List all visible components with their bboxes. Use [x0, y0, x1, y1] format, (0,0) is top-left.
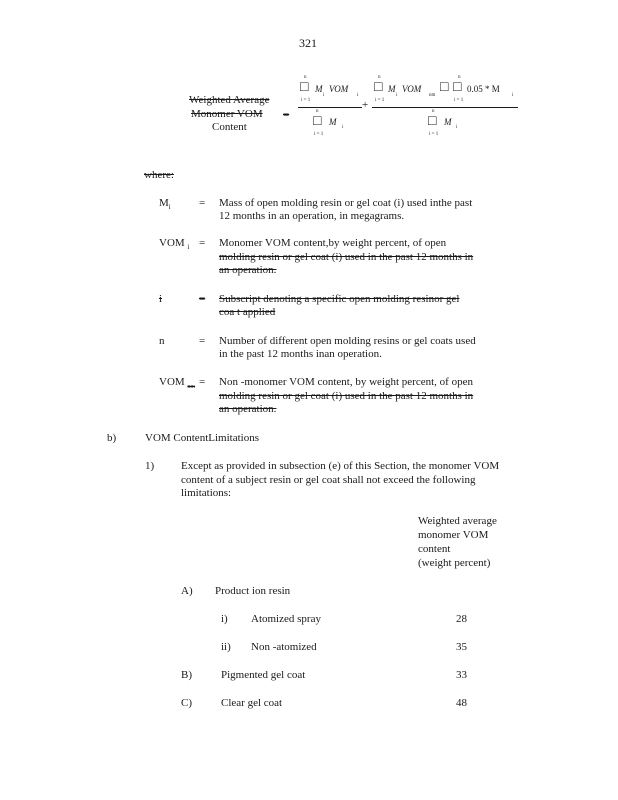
limit-value: 48: [456, 697, 467, 709]
definition-text-line: Mass of open molding resin or gel coat (i) used inthe past: [219, 197, 473, 209]
section-title: VOM ContentLimitations: [145, 432, 259, 444]
column-header-line: Weighted average: [418, 515, 497, 527]
definition-text-line: in the past 12 months inan operation.: [219, 348, 382, 360]
definition-term: [159, 237, 189, 251]
definition-text-line: an operation.: [219, 403, 277, 415]
definition-equals: =: [199, 376, 206, 388]
definition-text-line: 12 months in an operation, in megagrams.: [219, 210, 405, 222]
definition-text-line: molding resin or gel coat (i) used in the past 12 months in: [219, 251, 474, 263]
term2-constant: 0.05 * M: [467, 84, 500, 94]
limit-label: A): [181, 585, 193, 597]
term1-num-bottom-index: i = 1: [301, 98, 311, 103]
sum-icon: □: [300, 80, 309, 95]
term1-num-VOM: VOM: [329, 84, 349, 94]
term2-den-top-index: n: [432, 109, 435, 114]
formula-lhs-line3: Content: [212, 121, 247, 133]
formula-lhs-line1: Weighted Average: [189, 94, 270, 106]
definition-term-text: M: [159, 197, 169, 209]
term1-fraction-bar: [298, 107, 362, 108]
term2-num-bottom-index: i = 1: [375, 98, 385, 103]
definition-term: i: [159, 293, 163, 305]
definition-text-line: coa t applied: [219, 306, 276, 318]
item-text-line: Except as provided in subsection (e) of this Section, the monomer VOM: [181, 460, 500, 472]
item-text-line: limitations:: [181, 487, 232, 499]
term2-den-bottom-index: i = 1: [429, 132, 439, 137]
definition-term-text: VOM: [159, 376, 185, 388]
limit-label: C): [181, 697, 192, 709]
column-header-line: (weight percent): [418, 557, 491, 569]
term2-den-M: M: [444, 117, 452, 127]
term1-num-top-index: n: [304, 75, 307, 80]
definition-text-line: molding resin or gel coat (i) used in the past 12 months in: [219, 390, 474, 402]
term1-den-bottom-index: i = 1: [314, 132, 324, 137]
page-number: 321: [299, 36, 317, 50]
limit-name: Clear gel coat: [221, 697, 283, 709]
term1-den-M-sub: i: [342, 125, 344, 130]
definition-term-text: VOM: [159, 237, 185, 249]
sum-icon: □: [428, 114, 437, 129]
item-text-line: content of a subject resin or gel coat shall not exceed the following: [181, 474, 476, 486]
definition-equals: =: [199, 197, 206, 209]
limit-value: 35: [456, 641, 467, 653]
where-label: where:: [144, 169, 174, 181]
term2-fraction-bar: [372, 107, 518, 108]
term1-num-M-sub: i: [323, 93, 325, 98]
term2-den-M-sub: i: [456, 125, 458, 130]
definition-text-line: Monomer VOM content,by weight percent, of open: [219, 237, 447, 249]
definition-term-sub: i: [187, 243, 190, 252]
definition-term: [159, 376, 195, 390]
definition-text-line: Subscript denoting a specific open molding resinor gel: [219, 293, 460, 305]
term2-num-top-index: n: [378, 75, 381, 80]
definition-text-line: an operation.: [219, 264, 277, 276]
definition-term-sub: i: [168, 203, 171, 212]
item-label: 1): [145, 460, 155, 472]
section-label: b): [107, 432, 117, 444]
limit-label: i): [221, 613, 228, 625]
sum-icon: □: [453, 80, 462, 95]
definition-term: [159, 197, 171, 211]
term2-num-M-sub: i: [396, 93, 398, 98]
limit-value: 33: [456, 669, 467, 681]
term1-den-top-index: n: [316, 109, 319, 114]
definition-equals: =: [199, 293, 206, 305]
sum-icon: □: [313, 114, 322, 129]
definition-equals: =: [199, 237, 206, 249]
limit-name: Pigmented gel coat: [221, 669, 306, 681]
limit-name: Non -atomized: [251, 641, 317, 653]
definition-term-sub: nm: [187, 384, 196, 391]
limit-label: B): [181, 669, 192, 681]
term1-num-M: M: [315, 84, 323, 94]
sum-icon: □: [374, 80, 383, 95]
limit-label: ii): [221, 641, 231, 653]
term2-inner-top-index: n: [458, 75, 461, 80]
definition-text-line: Number of different open molding resins or gel coats used: [219, 335, 476, 347]
formula-lhs-line2: Monomer VOM: [191, 108, 263, 120]
definition-text-line: Non -monomer VOM content, by weight percent, of open: [219, 376, 473, 388]
term2-num-VOM: VOM: [402, 84, 422, 94]
term1-den-M: M: [329, 117, 337, 127]
column-header-line: monomer VOM: [418, 529, 489, 541]
column-header-line: content: [418, 543, 451, 555]
minus-icon: □: [440, 80, 449, 95]
formula-equals: =: [283, 109, 290, 121]
term2-constant-sub: i: [512, 93, 514, 98]
term2-num-VOM-sub: nm: [429, 93, 436, 98]
limit-name: Atomized spray: [251, 613, 321, 625]
term2-inner-bottom-index: i = 1: [454, 98, 464, 103]
limit-name: Product ion resin: [215, 585, 291, 597]
limit-value: 28: [456, 613, 467, 625]
definition-equals: =: [199, 335, 206, 347]
formula-plus: +: [362, 99, 369, 111]
definition-term: n: [159, 335, 165, 347]
term2-num-M: M: [388, 84, 396, 94]
term1-num-VOM-sub: i: [357, 93, 359, 98]
